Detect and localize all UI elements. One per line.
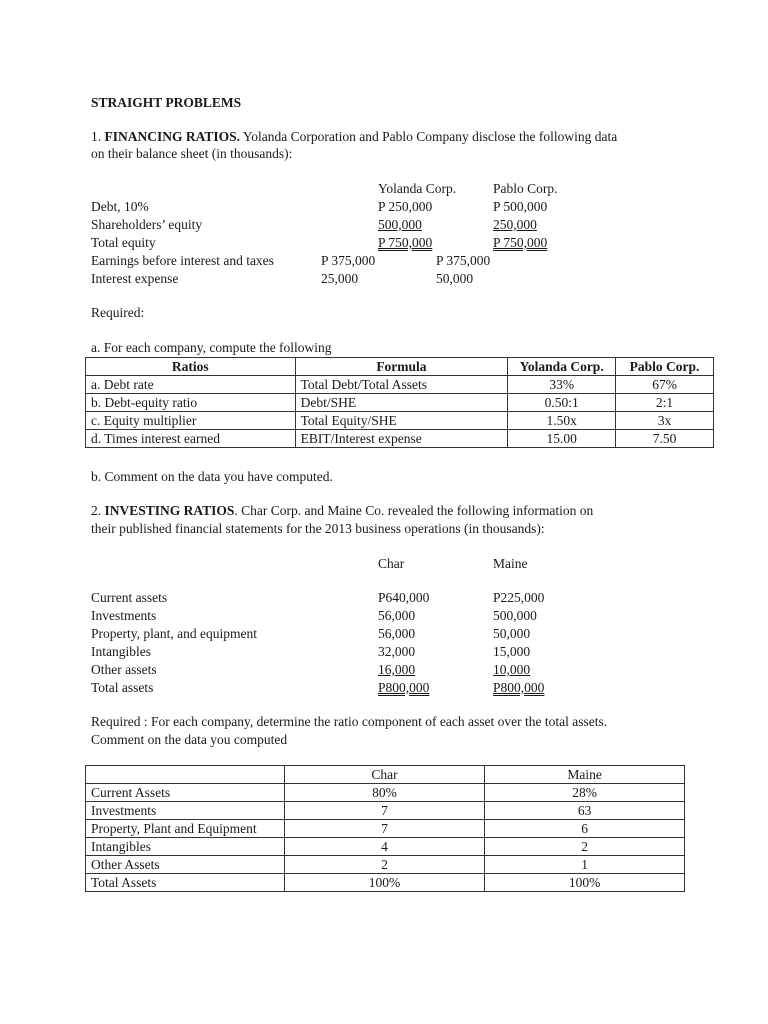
yolanda-value-cell: 33%	[508, 376, 616, 394]
table-row	[86, 838, 685, 856]
p2-row-char: 16,000	[378, 662, 416, 677]
problem-1-heading: FINANCING RATIOS.	[104, 129, 241, 144]
problem-1-intro-line-2: on their balance sheet (in thousands):	[91, 146, 293, 161]
problem-1-number: 1.	[91, 129, 102, 144]
problem-1-intro-text: Yolanda Corporation and Pablo Company disclose the following data	[242, 129, 618, 144]
pablo-value-cell: 7.50	[616, 430, 714, 448]
financing-ratios-table	[85, 357, 714, 448]
char-value-cell: 7	[284, 802, 485, 820]
p1-row-label: Interest expense	[91, 271, 179, 286]
ratio-name-cell: b. Debt-equity ratio	[86, 394, 296, 412]
yolanda-value-cell: 1.50x	[508, 412, 616, 430]
p1-row-label: Shareholders’ equity	[91, 217, 203, 232]
char-value-cell: 100%	[284, 874, 485, 892]
p1-row-label: Total equity	[91, 235, 156, 250]
p2-row-maine: P225,000	[493, 590, 545, 605]
p1-row-pablo: P 500,000	[493, 199, 548, 214]
p1-row-yolanda: 500,000	[378, 217, 422, 232]
asset-name-cell: Current Assets	[86, 784, 285, 802]
p1-row-pablo: 250,000	[493, 217, 537, 232]
asset-name-cell: Total Assets	[86, 874, 285, 892]
p1-row-label: Earnings before interest and taxes	[91, 253, 274, 268]
table-row	[86, 820, 685, 838]
p2-col-maine: Maine	[493, 556, 528, 571]
p2-row-label: Total assets	[91, 680, 154, 695]
p2-row-char: 32,000	[378, 644, 416, 659]
maine-value-cell: 28%	[485, 784, 685, 802]
investing-ratios-table	[85, 765, 685, 892]
p2-col-char: Char	[378, 556, 405, 571]
p2-row-maine: 500,000	[493, 608, 537, 623]
p2-row-char: P640,000	[378, 590, 430, 605]
p2-row-char: 56,000	[378, 626, 416, 641]
table-row	[86, 394, 714, 412]
asset-name-cell: Intangibles	[86, 838, 285, 856]
table-header-row	[86, 358, 714, 376]
p1-row-yolanda: 25,000	[321, 271, 359, 286]
table-row	[86, 784, 685, 802]
p2-row-maine: P800,000	[493, 680, 545, 695]
char-value-cell: 80%	[284, 784, 485, 802]
table-header-cell: Maine	[485, 766, 685, 784]
char-value-cell: 4	[284, 838, 485, 856]
table-row	[86, 802, 685, 820]
pablo-value-cell: 2:1	[616, 394, 714, 412]
problem-2-number: 2.	[91, 503, 102, 518]
p2-row-maine: 50,000	[493, 626, 531, 641]
ratio-name-cell: d. Times interest earned	[86, 430, 296, 448]
p2-row-maine: 15,000	[493, 644, 531, 659]
p1-row-pablo: P 750,000	[493, 235, 548, 250]
p2-row-char: 56,000	[378, 608, 416, 623]
table-row	[86, 412, 714, 430]
table-header-cell: Formula	[295, 358, 508, 376]
table-row	[86, 376, 714, 394]
p2-required-line-2: Comment on the data you computed	[91, 732, 288, 747]
ratio-name-cell: c. Equity multiplier	[86, 412, 296, 430]
table-row	[86, 856, 685, 874]
p1-part-b: b. Comment on the data you have computed.	[91, 469, 333, 484]
formula-cell: Debt/SHE	[295, 394, 508, 412]
p1-row-yolanda: P 375,000	[321, 253, 376, 268]
pablo-value-cell: 3x	[616, 412, 714, 430]
asset-name-cell: Other Assets	[86, 856, 285, 874]
p1-row-yolanda: P 250,000	[378, 199, 433, 214]
char-value-cell: 2	[284, 856, 485, 874]
maine-value-cell: 63	[485, 802, 685, 820]
p1-row-pablo: P 375,000	[436, 253, 491, 268]
p1-required: Required:	[91, 305, 145, 320]
maine-value-cell: 2	[485, 838, 685, 856]
table-row	[86, 430, 714, 448]
formula-cell: Total Equity/SHE	[295, 412, 508, 430]
maine-value-cell: 6	[485, 820, 685, 838]
asset-name-cell: Property, Plant and Equipment	[86, 820, 285, 838]
p1-row-label: Debt, 10%	[91, 199, 149, 214]
maine-value-cell: 1	[485, 856, 685, 874]
p1-col-yolanda: Yolanda Corp.	[378, 181, 457, 196]
yolanda-value-cell: 15.00	[508, 430, 616, 448]
p2-row-label: Property, plant, and equipment	[91, 626, 257, 641]
table-header-row	[86, 766, 685, 784]
p1-part-a: a. For each company, compute the following	[91, 340, 332, 355]
maine-value-cell: 100%	[485, 874, 685, 892]
problem-1-intro-line-1	[91, 129, 617, 145]
problem-2-intro-text: . Char Corp. and Maine Co. revealed the following information on	[234, 503, 594, 518]
ratio-name-cell: a. Debt rate	[86, 376, 296, 394]
table-header-cell	[86, 766, 285, 784]
p2-row-char: P800,000	[378, 680, 430, 695]
p1-row-pablo: 50,000	[436, 271, 474, 286]
formula-cell: EBIT/Interest expense	[295, 430, 508, 448]
p2-row-label: Other assets	[91, 662, 157, 677]
yolanda-value-cell: 0.50:1	[508, 394, 616, 412]
formula-cell: Total Debt/Total Assets	[295, 376, 508, 394]
asset-name-cell: Investments	[86, 802, 285, 820]
table-header-cell: Ratios	[86, 358, 296, 376]
table-header-cell: Yolanda Corp.	[508, 358, 616, 376]
p2-row-label: Investments	[91, 608, 157, 623]
pablo-value-cell: 67%	[616, 376, 714, 394]
table-header-cell: Char	[284, 766, 485, 784]
problem-2-intro-line-1	[91, 503, 593, 519]
p2-row-label: Intangibles	[91, 644, 151, 659]
section-title: STRAIGHT PROBLEMS	[91, 95, 242, 110]
p1-col-pablo: Pablo Corp.	[493, 181, 558, 196]
table-header-cell: Pablo Corp.	[616, 358, 714, 376]
p2-row-maine: 10,000	[493, 662, 531, 677]
table-row	[86, 874, 685, 892]
p2-row-label: Current assets	[91, 590, 168, 605]
char-value-cell: 7	[284, 820, 485, 838]
p1-row-yolanda: P 750,000	[378, 235, 433, 250]
problem-2-intro-line-2: their published financial statements for the 2013 business operations (in thousands):	[91, 521, 545, 536]
p2-required-line-1: Required : For each company, determine the ratio component of each asset over the total assets.	[91, 714, 608, 729]
problem-2-heading: INVESTING RATIOS	[104, 503, 235, 518]
